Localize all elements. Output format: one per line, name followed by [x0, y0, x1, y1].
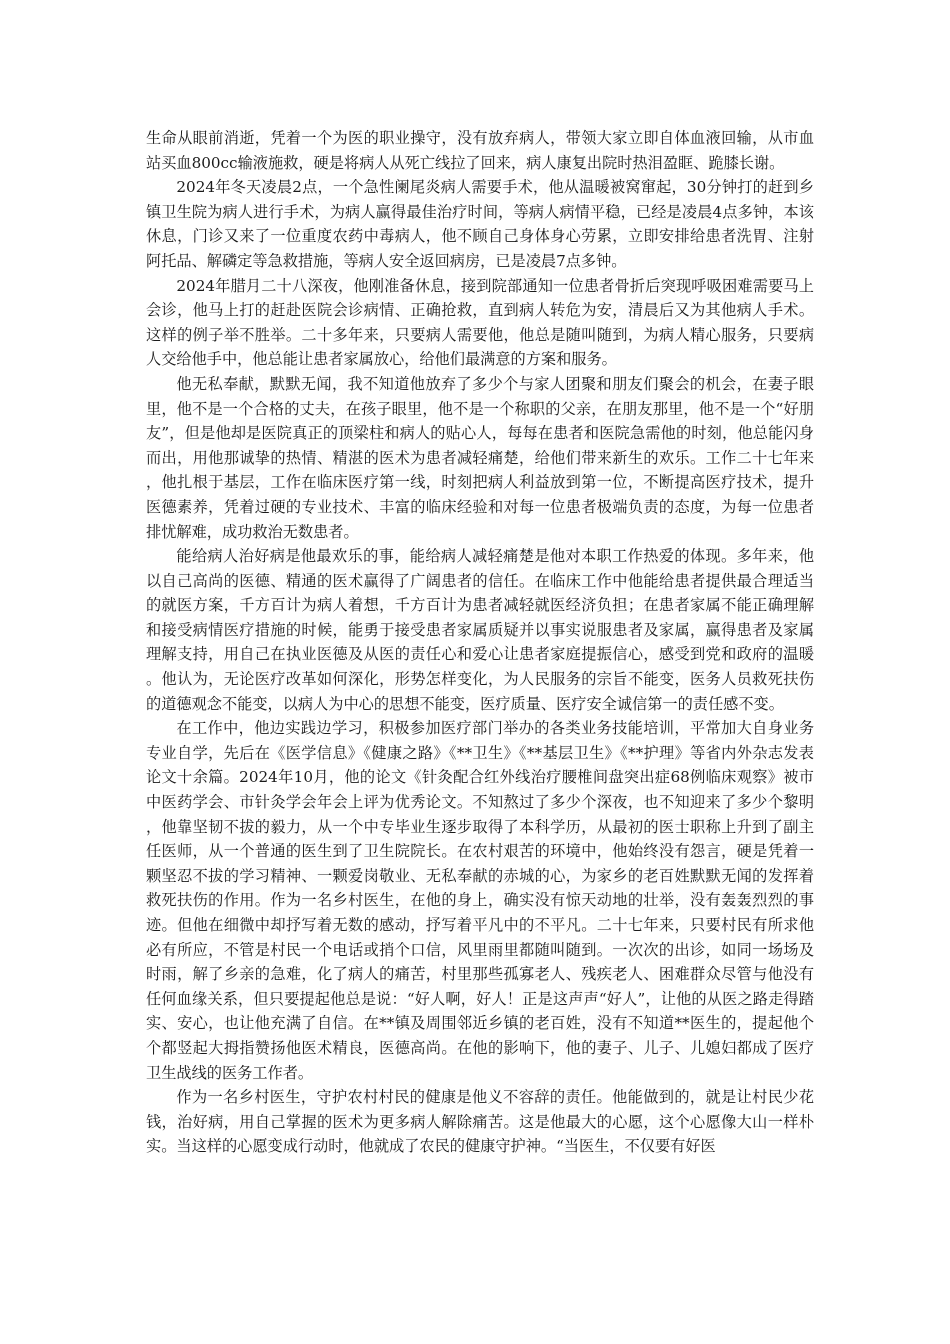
article-body [146, 126, 814, 1159]
paragraph: 2024年腊月二十八深夜，他刚准备休息，接到院部通知一位患者骨折后突现呼吸困难需要马上会诊，他马上打的赶赴医院会诊病情、正确抢救，直到病人转危为安，清晨后又为其他病人手术。这样的例子举不胜举。二十多年来，只要病人需要他，他总是随叫随到，为病人精心服务，只要病人交给他手中，他总能让患者家属放心，给他们最满意的方案和服务。 [146, 276, 814, 369]
paragraph: 2024年冬天凌晨2点，一个急性阑尾炎病人需要手术，他从温暖被窝窜起，30分钟打的赶到乡镇卫生院为病人进行手术，为病人赢得最佳治疗时间，等病人病情平稳，已经是凌晨4点多钟，本该休息，门诊又来了一位重度农药中毒病人，他不顾自己身体身心劳累，立即安排给患者洗胃、注射阿托品、解磷定等急救措施，等病人安全返回病房，已是凌晨7点多钟。 [146, 178, 814, 270]
paragraph-continued: 生命从眼前消逝，凭着一个为医的职业操守，没有放弃病人，带领大家立即自体血液回输，从市血站买血800cc输液施救，硬是将病人从死亡线拉了回来，病人康复出院时热泪盈眶、跪膝长谢。 [146, 129, 814, 172]
paragraph: 作为一名乡村医生，守护农村村民的健康是他义不容辞的责任。他能做到的，就是让村民少花钱，治好病，用自己掌握的医术为更多病人解除痛苦。这是他最大的心愿，这个心愿像大山一样朴实。当这样的心愿变成行动时，他就成了农民的健康守护神。“当医生，不仅要有好医 [146, 1088, 814, 1156]
paragraph: 他无私奉献，默默无闻，我不知道他放弃了多少个与家人团聚和朋友们聚会的机会，在妻子眼里，他不是一个合格的丈夫，在孩子眼里，他不是一个称职的父亲，在朋友那里，他不是一个“好朋友”，但是他却是医院真正的顶梁柱和病人的贴心人，每每在患者和医院急需他的时刻，他总能闪身而出，用他那诚挚的热情、精湛的医术为患者减轻痛楚，给他们带来新生的欢乐。工作二十七年来，他扎根于基层，工作在临床医疗第一线，时刻把病人利益放到第一位，不断提高医疗技术，提升医德素养，凭着过硬的专业技术、丰富的临床经验和对每一位患者极端负责的态度，为每一位患者排忧解难，成功救治无数患者。 [146, 374, 814, 541]
paragraph: 能给病人治好病是他最欢乐的事，能给病人减轻痛楚是他对本职工作热爱的体现。多年来，他以自己高尚的医德、精通的医术赢得了广阔患者的信任。在临床工作中他能给患者提供最合理适当的就医方案，千方百计为病人着想，千方百计为患者减轻就医经济负担；在患者家属不能正确理解和接受病情医疗措施的时候，能勇于接受患者家属质疑并以事实说服患者及家属，赢得患者及家属理解支持，用自己在执业医德及从医的责任心和爱心让患者家庭提振信心，感受到党和政府的温暖。他认为，无论医疗改革如何深化，形势怎样变化，为人民服务的宗旨不能变，医务人员救死扶伤的道德观念不能变，以病人为中心的思想不能变，医疗质量、医疗安全诚信第一的责任感不变。 [146, 547, 814, 713]
paragraph: 在工作中，他边实践边学习，积极参加医疗部门举办的各类业务技能培训，平常加大自身业务专业自学，先后在《医学信息》《健康之路》《**卫生》《**基层卫生》《**护理》等省内外杂志发表论文十余篇。2024年10月，他的论文《针灸配合红外线治疗腰椎间盘突出症68例临床观察》被市中医药学会、市针灸学会年会上评为优秀论文。不知熬过了多少个深夜，也不知迎来了多少个黎明，他靠坚韧不拔的毅力，从一个中专毕业生逐步取得了本科学历，从最初的医士职称上升到了副主任医师，从一个普通的医生到了卫生院院长。在农村艰苦的环境中，他始终没有怨言，硬是凭着一颗坚忍不拔的学习精神、一颗爱岗敬业、无私奉献的赤城的心，为家乡的老百姓默默无闻的发挥着救死扶伤的作用。作为一名乡村医生，在他的身上，确实没有惊天动地的壮举，没有轰轰烈烈的事迹。但他在细微中却抒写着无数的感动，抒写着平凡中的不平凡。二十七年来，只要村民有所求他必有所应，不管是村民一个电话或捎个口信，风里雨里都随叫随到。一次次的出诊，如同一场场及时雨，解了乡亲的急难，化了病人的痛苦，村里那些孤寡老人、残疾老人、困难群众尽管与他没有任何血缘关系，但只要提起他总是说：“好人啊，好人！正是这声声“好人”，让他的从医之路走得踏实、安心，也让他充满了自信。在**镇及周围邻近乡镇的老百姓，没有不知道**医生的，提起他个个都竖起大拇指赞扬他医术精良，医德高尚。在他的影响下，他的妻子、儿子、儿媳妇都成了医疗卫生战线的医务工作者。 [146, 719, 814, 1082]
